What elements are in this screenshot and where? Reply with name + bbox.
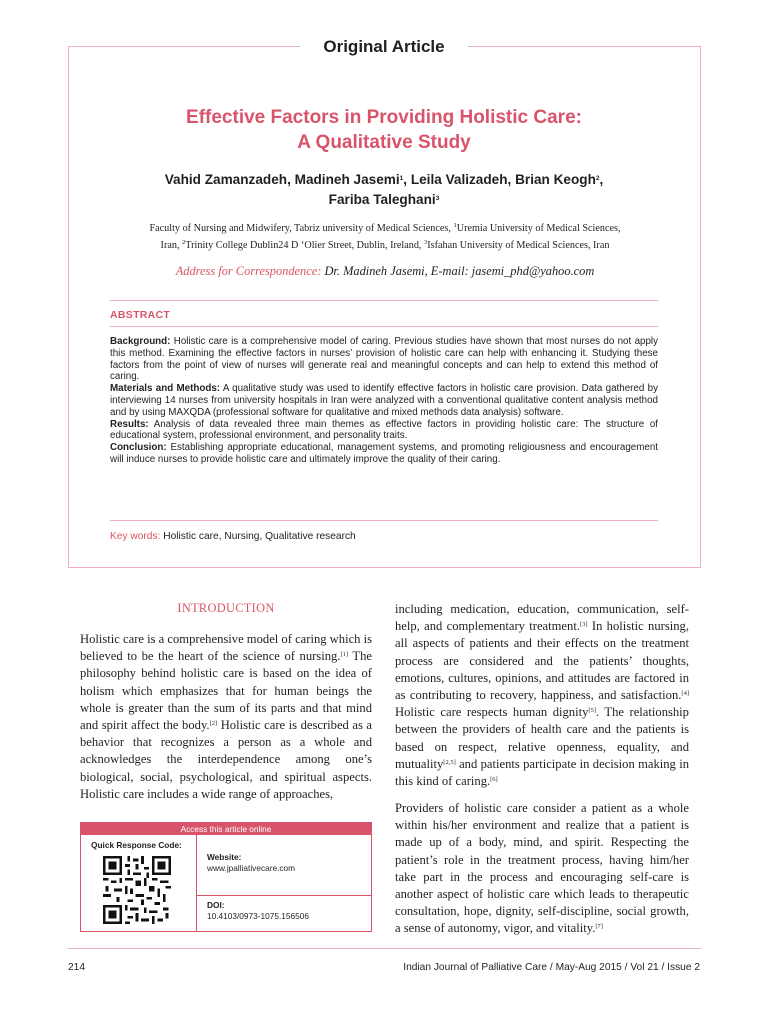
citation: [5] — [588, 707, 596, 715]
abstract-methods-label: Materials and Methods: — [110, 383, 221, 395]
abstract-background-text: Holistic care is a comprehensive model of caring. Previous studies have shown that most nurses do not apply this method. Examining the effective factors in nurses’ provision of holistic care can help with enhancing it. Studying these factors from the point of view of nurses will generate real and meaningful concepts and can help to extend this method of caring. — [110, 336, 658, 383]
citation: [1] — [340, 651, 349, 659]
abstract-results — [110, 419, 658, 443]
intro-right-column-p1 — [395, 601, 689, 790]
author-text: Vahid Zamanzadeh, Madineh Jasemi — [164, 172, 400, 187]
intro-paragraph — [80, 631, 372, 803]
access-box-heading: Access this article online — [81, 823, 371, 835]
affil-text: Faculty of Nursing and Midwifery, Tabriz university of Medical Sciences, — [149, 223, 454, 234]
keywords-rule — [110, 520, 658, 521]
affil-text: Iran, — [160, 240, 183, 251]
access-box-divider — [196, 895, 371, 896]
article-type: Original Article — [323, 37, 445, 56]
abstract-methods — [110, 383, 658, 418]
abstract-conclusion-text: Establishing appropriate educational, management systems, and promoting religiousness and encouragement will induce nurses to provide holistic care and ultimately improve the quality of their caring. — [110, 442, 658, 465]
intro-text: including medication, education, communication, self-help, and complementary treatment. — [395, 602, 689, 634]
intro-paragraph — [395, 601, 689, 790]
website-label: Website: — [207, 852, 242, 862]
title-line-1: Effective Factors in Providing Holistic Care: — [186, 107, 582, 128]
affil-text: Isfahan University of Medical Sciences, Iran — [427, 240, 610, 251]
author-text: , Leila Valizadeh, Brian Keogh — [403, 172, 596, 187]
intro-text: The philosophy behind holistic care is based on the idea of holism which emphasizes that for human beings the whole is greater than the sum of its parts and that mind and spirit affect the body. — [80, 649, 372, 733]
abstract-methods-text: A qualitative study was used to identify effective factors in holistic care provision. Data gathered by interviewing 14 nurses from university hospitals in Iran were analyzed with a conventional qualitative content analysis method and by using MAXQDA (professional software for qualitative and mixed methods data analysis) software. — [110, 383, 658, 418]
authors-line-1 — [0, 170, 768, 189]
intro-right-column-p2 — [395, 800, 689, 938]
title-line-2: A Qualitative Study — [297, 132, 471, 153]
abstract-head-rule — [110, 326, 658, 327]
keywords-text: Holistic care, Nursing, Qualitative research — [160, 531, 356, 542]
doi-value: 10.4103/0973-1075.156506 — [207, 911, 309, 921]
affil-text: Trinity College Dublin24 D ‘Olier Street, Dublin, Ireland, — [185, 240, 425, 251]
citation: [3] — [579, 621, 588, 629]
intro-text: Holistic care respects human dignity — [395, 705, 589, 720]
page-number: 214 — [68, 962, 85, 973]
abstract-body — [110, 336, 658, 466]
intro-text: . The relationship between the providers of health care and the patients is based on respect, relative openness, equality, and mutuality — [395, 705, 689, 771]
intro-text: In holistic nursing, all aspects of patients and their effects on the treatment process are considered and the patients’ thoughts, emotions, cultures, opinions, and attitudes are factored in as contributing to recovery, happiness, and satisfaction. — [395, 619, 689, 703]
abstract-results-text: Analysis of data revealed three main themes as effective factors in providing holistic care: The structure of educational system, professional environment, and personality traits. — [110, 418, 658, 442]
affil-sup: 1 — [453, 222, 457, 229]
affil-text: Uremia University of Medical Sciences, — [456, 223, 621, 234]
intro-paragraph — [395, 800, 689, 938]
doi-label: DOI: — [207, 900, 225, 910]
author-sup: 2 — [595, 175, 600, 182]
keywords — [110, 531, 658, 542]
access-article-box — [80, 822, 372, 932]
author-sup: 3 — [435, 195, 440, 202]
frame-bottom — [68, 567, 701, 568]
citation: [2,5] — [443, 758, 456, 766]
citation: [6] — [490, 776, 498, 784]
abstract-background-label: Background: — [110, 336, 171, 347]
abstract-conclusion — [110, 442, 658, 466]
abstract-background — [110, 336, 658, 383]
footer-rule — [68, 948, 701, 949]
affil-sup: 3 — [424, 239, 428, 246]
authors-line-2 — [0, 190, 768, 209]
introduction-heading: INTRODUCTION — [177, 601, 275, 615]
journal-citation: Indian Journal of Palliative Care / May-Aug 2015 / Vol 21 / Issue 2 — [403, 962, 700, 973]
abstract-conclusion-label: Conclusion: — [110, 442, 167, 454]
author-text: , — [599, 172, 604, 187]
affiliation-line-1 — [70, 220, 700, 237]
citation: [7] — [595, 923, 603, 931]
intro-text: Holistic care is described as a behavior that recognizes a person as a whole and acknowledges the interdependence among one’s biological, social, psychological, and spiritual aspects. Holistic care includes a wide range of approaches, — [80, 718, 372, 801]
citation: [4] — [681, 690, 689, 698]
qr-code-icon — [103, 856, 171, 924]
correspondence — [70, 264, 700, 279]
affiliation-line-2 — [70, 237, 700, 254]
abstract-top-rule — [110, 300, 658, 301]
citation: [2] — [209, 720, 218, 728]
affil-sup: 2 — [182, 239, 186, 246]
keywords-label: Key words: — [110, 531, 161, 542]
correspondence-text: Dr. Madineh Jasemi, E-mail: jasemi_phd@yahoo.com — [321, 264, 595, 278]
intro-text: Providers of holistic care consider a patient as a whole within his/her environment and realize that a patient is made up of a body, mind, and spirit. Respecting the patient’s role in the treatment process, having him/her take part in the process and encouraging self-care is another aspect of holistic care which leads to therapeutic consultation, hope, dignity, self-discipline, social growth, a sense of autonomy, vigor, and vitality. — [395, 801, 689, 936]
author-text: Fariba Taleghani — [328, 192, 436, 207]
website-link[interactable]: www.jpalliativecare.com — [207, 863, 296, 873]
intro-text: and patients participate in decision making in this kind of caring. — [395, 756, 689, 789]
affiliations — [70, 220, 700, 254]
intro-left-column — [80, 631, 372, 803]
abstract-heading: ABSTRACT — [110, 309, 171, 321]
correspondence-label: Address for Correspondence: — [175, 264, 322, 278]
qr-label: Quick Response Code: — [91, 840, 182, 850]
intro-text: Holistic care is a comprehensive model of caring which is believed to be the heart of the science of nursing. — [80, 632, 373, 664]
author-sup: 1 — [399, 175, 404, 182]
access-box-divider — [196, 835, 197, 931]
abstract-results-label: Results: — [110, 418, 149, 430]
